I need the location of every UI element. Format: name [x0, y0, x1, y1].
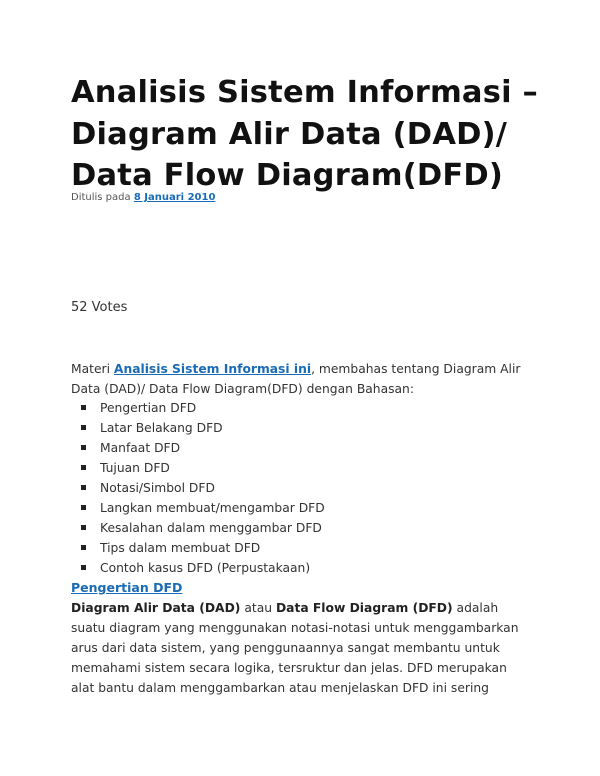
list-item: Manfaat DFD: [71, 438, 531, 458]
list-item: Contoh kasus DFD (Perpustakaan): [71, 558, 531, 578]
list-item: Latar Belakang DFD: [71, 418, 531, 438]
intro-link[interactable]: Analisis Sistem Informasi ini: [113, 362, 312, 376]
intro-paragraph: [71, 359, 531, 399]
vote-count: 52 Votes: [71, 300, 128, 315]
intro-text-before: Materi: [71, 362, 114, 376]
section-heading: [71, 578, 182, 598]
term-dfd: Data Flow Diagram (DFD): [275, 601, 453, 615]
definition-paragraph: [71, 598, 531, 698]
term-dad: Diagram Alir Data (DAD): [71, 601, 241, 615]
intro-text-after: , membahas tentang Diagram Alir Data (DAD)/ Data Flow Diagram(DFD) dengan Bahasan:: [71, 362, 521, 396]
list-item: Tujuan DFD: [71, 458, 531, 478]
section-heading-link[interactable]: Pengertian DFD: [71, 580, 183, 595]
list-item: Tips dalam membuat DFD: [71, 538, 531, 558]
list-item: Notasi/Simbol DFD: [71, 478, 531, 498]
list-item: Pengertian DFD: [71, 398, 531, 418]
post-date-link[interactable]: 8 Januari 2010: [133, 192, 216, 203]
article-title: Analisis Sistem Informasi – Diagram Alir Data (DAD)/ Data Flow Diagram(DFD): [71, 75, 538, 193]
list-item: Kesalahan dalam menggambar DFD: [71, 518, 531, 538]
byline-prefix: Ditulis pada: [71, 192, 131, 203]
list-item: Langkan membuat/mengambar DFD: [71, 498, 531, 518]
topics-list: [71, 398, 531, 578]
definition-text: adalah suatu diagram yang menggunakan notasi-notasi untuk menggambarkan arus dari data sistem, yang penggunaannya sangat membantu untuk memahami sistem secara logika, tersruktur dan jelas. DFD merupakan alat bantu dalam menggambarkan atau menjelaskan DFD ini sering: [71, 601, 519, 695]
term-connector: atau: [240, 601, 276, 615]
byline: [71, 192, 215, 203]
